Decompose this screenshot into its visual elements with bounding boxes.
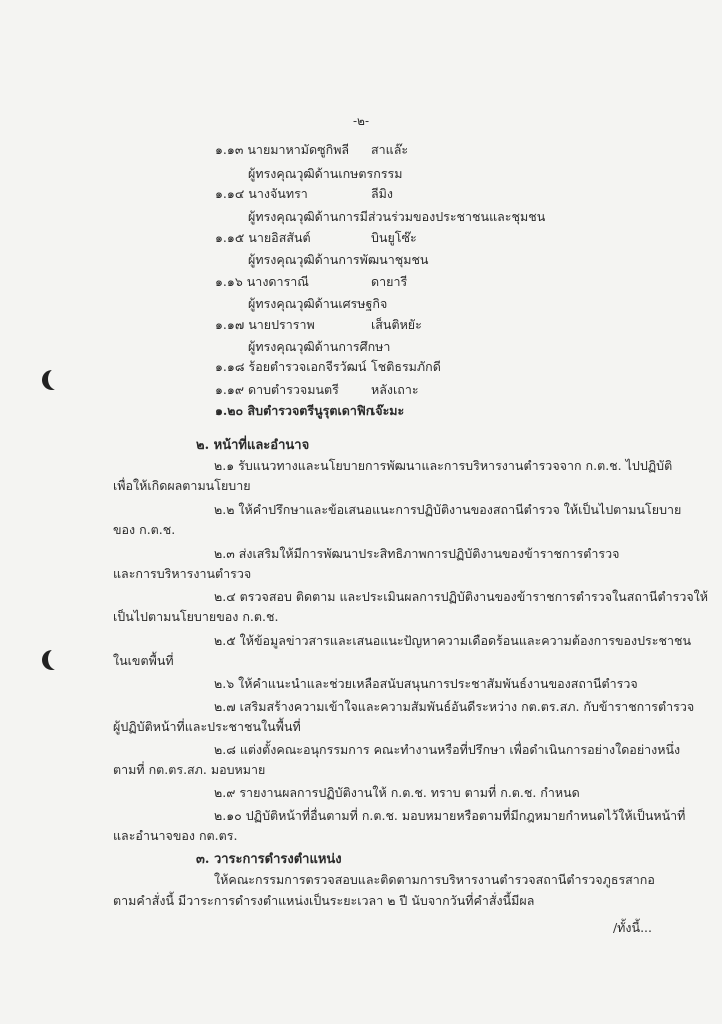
member-surname: เส็นติหยัะ (371, 317, 422, 332)
member-qualification: ผู้ทรงคุณวุฒิด้านการศึกษา (248, 339, 391, 354)
member-qualification: ผู้ทรงคุณวุฒิด้านการพัฒนาชุมชน (248, 252, 429, 267)
paragraph-line: ๒.๑๐ ปฏิบัติหน้าที่อื่นตามที่ ก.ต.ช. มอบหมายหรือตามที่มีกฎหมายกำหนดไว้ให้เป็นหน้าที่ (214, 808, 686, 823)
paragraph-line: ๒.๑ รับแนวทางและนโยบายการพัฒนาและการบริหารงานตำรวจจาก ก.ต.ช. ไปปฏิบัติ (214, 458, 673, 473)
paragraph-line: และการบริหารงานตำรวจ (113, 566, 252, 581)
member-no: ๑.๒๐ (215, 403, 244, 418)
section-heading-duties: ๒. หน้าที่และอำนาจ (196, 438, 310, 453)
member-surname: สาแล๊ะ (371, 142, 409, 157)
paragraph-line: ผู้ปฏิบัติหน้าที่และประชาชนในพื้นที่ (113, 719, 301, 734)
page-number: -๒- (352, 114, 370, 128)
paragraph-line: ๒.๒ ให้คำปรึกษาและข้อเสนอแนะการปฏิบัติงานของสถานีตำรวจ ให้เป็นไปตามนโยบาย (214, 502, 682, 517)
paragraph-line: ๒.๓ ส่งเสริมให้มีการพัฒนาประสิทธิภาพการปฏิบัติงานของข้าราชการตำรวจ (214, 546, 620, 561)
member-surname: หลังเถาะ (371, 382, 419, 397)
punch-hole-mark (42, 650, 62, 670)
paragraph-line: ให้คณะกรรมการตรวจสอบและติดตามการบริหารงานตำรวจสถานีตำรวจภูธรสากอ (214, 872, 655, 887)
member-no: ๑.๑๖ (215, 274, 243, 289)
paragraph-line: ๒.๗ เสริมสร้างความเข้าใจและความสัมพันธ์อันดีระหว่าง กต.ตร.สภ. กับข้าราชการตำรวจ (214, 699, 695, 714)
member-no: ๑.๑๗ (215, 317, 245, 332)
paragraph-line: ๒.๘ แต่งตั้งคณะอนุกรรมการ คณะทำงานหรือที่ปรึกษา เพื่อดำเนินการอย่างใดอย่างหนึ่ง (214, 742, 681, 757)
member-no: ๑.๑๘ (215, 359, 245, 374)
member-surname: บินยูโซ๊ะ (371, 230, 417, 245)
paragraph-line: ๒.๔ ตรวจสอบ ติดตาม และประเมินผลการปฏิบัติงานของข้าราชการตำรวจในสถานีตำรวจให้ (214, 589, 709, 604)
paragraph-line: ตามคำสั่งนี้ มีวาระการดำรงตำแหน่งเป็นระยะเวลา ๒ ปี นับจากวันที่คำสั่งนี้มีผล (113, 893, 535, 908)
paragraph-line: เป็นไปตามนโยบายของ ก.ต.ช. (113, 609, 279, 624)
member-name: นายอิสสันต์ (248, 230, 311, 245)
member-name: ดาบตำรวจมนตรี (247, 382, 339, 397)
member-no: ๑.๑๕ (215, 230, 245, 245)
member-qualification: ผู้ทรงคุณวุฒิด้านเศรษฐกิจ (248, 296, 388, 311)
member-surname: ดายารี (371, 274, 408, 289)
continuation-marker: /ทั้งนี้... (612, 920, 652, 935)
member-name: นายมาหามัดซูกิพลี (247, 142, 350, 157)
member-no: ๑.๑๓ (215, 142, 244, 157)
paragraph-line: ของ ก.ต.ช. (113, 522, 176, 537)
member-surname: โชติธรมภักดี (371, 359, 441, 374)
member-no: ๑.๑๙ (215, 382, 244, 397)
paragraph-line: และอำนาจของ กต.ตร. (113, 828, 238, 843)
member-name: นายปราราพ (248, 317, 315, 332)
member-name: นางดาราณี (246, 274, 309, 289)
member-qualification: ผู้ทรงคุณวุฒิด้านการมีส่วนร่วมของประชาชนและชุมชน (248, 209, 546, 224)
paragraph-line: ตามที่ กต.ตร.สภ. มอบหมาย (113, 762, 266, 777)
member-qualification: ผู้ทรงคุณวุฒิด้านเกษตรกรรม (248, 166, 403, 181)
member-name: นางจันทรา (248, 186, 308, 201)
paragraph-line: เพื่อให้เกิดผลตามนโยบาย (113, 478, 251, 493)
paragraph-line: ๒.๙ รายงานผลการปฏิบัติงานให้ ก.ต.ช. ทราบ ตามที่ ก.ต.ช. กำหนด (214, 785, 580, 800)
section-heading-term: ๓. วาระการดำรงตำแหน่ง (196, 852, 342, 867)
member-name: สิบตำรวจตรีนูรุตเดาฟิก (247, 403, 374, 418)
paragraph-line: ๒.๖ ให้คำแนะนำและช่วยเหลือสนับสนุนการประชาสัมพันธ์งานของสถานีตำรวจ (214, 676, 638, 691)
member-no: ๑.๑๔ (215, 186, 245, 201)
member-name: ร้อยตำรวจเอกจีรวัฒน์ (248, 359, 367, 374)
member-surname: เจ๊ะมะ (371, 403, 405, 418)
paragraph-line: ๒.๕ ให้ข้อมูลข่าวสารและเสนอแนะปัญหาความเดือดร้อนและความต้องการของประชาชน (214, 633, 692, 648)
punch-hole-mark (42, 370, 62, 390)
member-surname: ลีมิง (371, 186, 394, 201)
paragraph-line: ในเขตพื้นที่ (113, 653, 174, 668)
